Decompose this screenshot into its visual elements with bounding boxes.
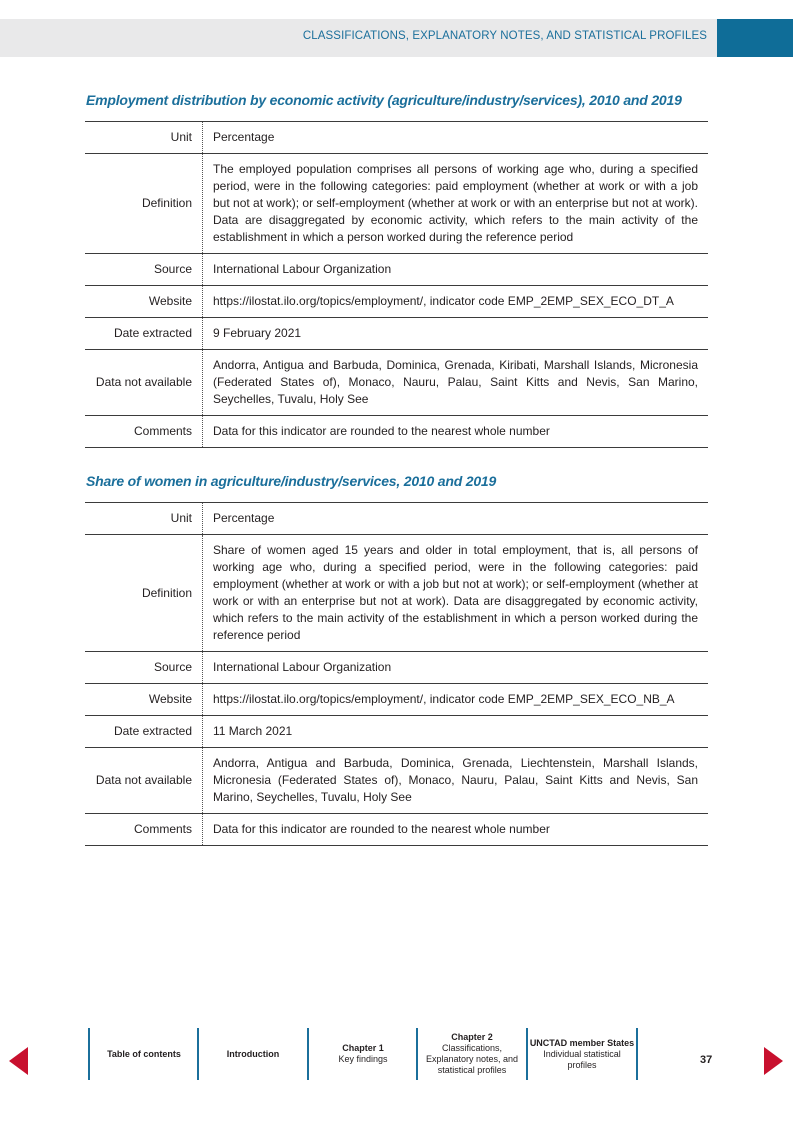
row-value: Data for this indicator are rounded to the nearest whole number xyxy=(203,814,709,846)
row-label: Source xyxy=(85,254,203,286)
row-value: Andorra, Antigua and Barbuda, Dominica, Grenada, Kiribati, Marshall Islands, Micronesia (Federated States of), Monaco, Nauru, Palau, Saint Kitts and Nevis, San Marino, Seychelles, Tuvalu, Holy See xyxy=(203,350,709,416)
website-link[interactable]: https://ilostat.ilo.org/topics/employment/, indicator code EMP_2EMP_SEX_ECO_NB_A xyxy=(203,684,709,716)
row-label: Definition xyxy=(85,535,203,652)
row-value: International Labour Organization xyxy=(203,652,709,684)
table-row xyxy=(85,286,708,318)
row-label: Website xyxy=(85,286,203,318)
nav-introduction[interactable] xyxy=(199,1028,307,1080)
row-label: Definition xyxy=(85,154,203,254)
nav-divider xyxy=(636,1028,638,1080)
nav-divider xyxy=(416,1028,418,1080)
row-value: The employed population comprises all persons of working age who, during a specified period, were in the following categories: paid employment (whether at work or with a job but not at work); or self-employment (whether at work or with an enterprise but not at work). Data are disaggregated by economic activity, which refers to the main activity of the establishment in which a person worked during the reference period xyxy=(203,154,709,254)
previous-page-arrow-icon[interactable] xyxy=(9,1047,28,1075)
metadata-table-employment-distribution xyxy=(85,121,708,448)
nav-table-of-contents[interactable] xyxy=(90,1028,198,1080)
table-row xyxy=(85,535,708,652)
row-value: International Labour Organization xyxy=(203,254,709,286)
row-label: Source xyxy=(85,652,203,684)
nav-label: Chapter 1 xyxy=(342,1043,384,1053)
row-label: Website xyxy=(85,684,203,716)
section-title-employment-distribution: Employment distribution by economic activity (agriculture/industry/services), 2010 and 2019 xyxy=(86,92,682,108)
row-value: Andorra, Antigua and Barbuda, Dominica, Grenada, Liechtenstein, Marshall Islands, Micronesia (Federated States of), Monaco, Nauru, Palau, Saint Kitts and Nevis, San Marino, Seychelles, Tuvalu, Holy See xyxy=(203,748,709,814)
row-value: Data for this indicator are rounded to the nearest whole number xyxy=(203,416,709,448)
row-label: Unit xyxy=(85,122,203,154)
row-label: Date extracted xyxy=(85,716,203,748)
nav-sublabel: Individual statistical profiles xyxy=(543,1048,621,1070)
row-value: Percentage xyxy=(203,503,709,535)
header-accent-block xyxy=(717,19,793,57)
table-row xyxy=(85,716,708,748)
nav-chapter-2[interactable] xyxy=(420,1028,524,1080)
table-row xyxy=(85,748,708,814)
running-header-title: CLASSIFICATIONS, EXPLANATORY NOTES, AND STATISTICAL PROFILES xyxy=(302,30,707,42)
next-page-arrow-icon[interactable] xyxy=(764,1047,783,1075)
running-header xyxy=(0,19,717,57)
nav-label: Introduction xyxy=(226,1048,280,1059)
table-row xyxy=(85,122,708,154)
nav-member-states[interactable] xyxy=(528,1028,636,1080)
row-label: Date extracted xyxy=(85,318,203,350)
row-value: 11 March 2021 xyxy=(203,716,709,748)
table-row xyxy=(85,503,708,535)
nav-chapter-1[interactable] xyxy=(309,1028,417,1080)
nav-label: Table of contents xyxy=(107,1048,181,1059)
nav-label: Chapter 2 xyxy=(451,1032,493,1042)
page-number: 37 xyxy=(700,1054,713,1066)
table-row xyxy=(85,416,708,448)
table-row xyxy=(85,814,708,846)
row-label: Comments xyxy=(85,814,203,846)
table-row xyxy=(85,684,708,716)
nav-sublabel: Classifications, Explanatory notes, and statistical profiles xyxy=(425,1043,519,1075)
table-row xyxy=(85,318,708,350)
table-row xyxy=(85,154,708,254)
row-value: Percentage xyxy=(203,122,709,154)
row-value: 9 February 2021 xyxy=(203,318,709,350)
website-link[interactable]: https://ilostat.ilo.org/topics/employment/, indicator code EMP_2EMP_SEX_ECO_DT_A xyxy=(203,286,709,318)
section-title-share-of-women: Share of women in agriculture/industry/services, 2010 and 2019 xyxy=(86,473,497,489)
row-value: Share of women aged 15 years and older in total employment, that is, all persons of working age who, during a specified period, were in the following categories: paid employment (whether at work or with a job but not at work); or self-employment (whether at work or with an enterprise but not at work). Data are disaggregated by economic activity, which refers to the main activity of the establishment in which a person worked during the reference period xyxy=(203,535,709,652)
row-label: Data not available xyxy=(85,748,203,814)
row-label: Data not available xyxy=(85,350,203,416)
row-label: Comments xyxy=(85,416,203,448)
table-row xyxy=(85,254,708,286)
table-row xyxy=(85,350,708,416)
table-row xyxy=(85,652,708,684)
nav-label: UNCTAD member States xyxy=(529,1037,635,1048)
nav-sublabel: Key findings xyxy=(338,1054,388,1064)
row-label: Unit xyxy=(85,503,203,535)
metadata-table-share-of-women xyxy=(85,502,708,846)
footer-navigation xyxy=(0,1026,793,1082)
